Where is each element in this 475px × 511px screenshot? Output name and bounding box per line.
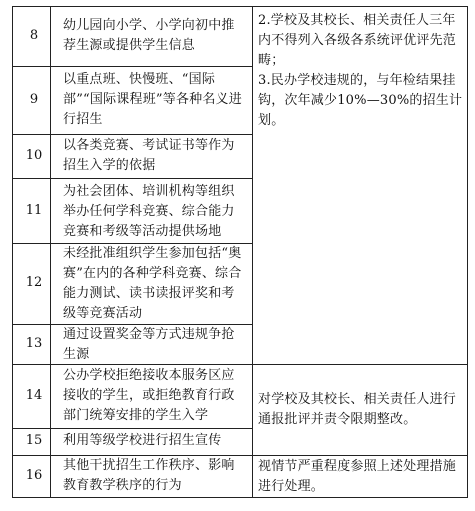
violation-text: 未经批准组织学生参加包括“奥赛”在内的各种学科竞赛、综合能力测试、读书读报评奖和考级等竞赛活动 xyxy=(63,246,242,321)
violation-text: 以重点班、快慢班、“国际部”“国际课程班”等各种名义进行招生 xyxy=(63,72,242,127)
row-number: 10 xyxy=(25,148,43,163)
penalty-text-group-c: 视情节严重程度参照上述处理措施进行处理。 xyxy=(258,459,457,494)
row-number: 9 xyxy=(29,92,39,107)
violation-text: 为社会团体、培训机构等组织举办任何学科竞赛、综合能力竞赛和考级等活动提供场地 xyxy=(63,184,235,239)
penalty-text-group-a xyxy=(258,11,468,131)
table-border-left xyxy=(12,6,13,497)
penalty-item: 3.民办学校违规的，与年检结果挂钩，次年减少10%—30%的招生计划。 xyxy=(258,73,463,128)
row-divider xyxy=(12,134,253,135)
row-number: 8 xyxy=(29,28,39,43)
table-border-top xyxy=(12,6,468,7)
violation-text: 幼儿园向小学、小学向初中推荐生源或提供学生信息 xyxy=(63,18,235,53)
violation-text: 以各类竞赛、考试证书等作为招生入学的依据 xyxy=(63,138,235,173)
row-number: 14 xyxy=(25,388,43,403)
violation-text: 公办学校拒绝接收本服务区应接收的学生，或拒绝教育行政部门统筹安排的学生入学 xyxy=(63,368,235,423)
column-divider-penalty xyxy=(252,6,253,497)
row-number: 16 xyxy=(25,468,43,483)
penalty-item: 2.学校及其校长、相关责任人三年内不得列入各级各系统评优评先范畴； xyxy=(258,13,457,68)
violation-text: 通过设置奖金等方式违规争抢生源 xyxy=(63,327,235,362)
row-number: 13 xyxy=(25,336,43,351)
penalty-text-group-b: 对学校及其校长、相关责任人进行通报批评并责令限期整改。 xyxy=(258,392,457,427)
violation-text: 其他干扰招生工作秩序、影响教育教学秩序的行为 xyxy=(63,458,235,493)
column-divider-number xyxy=(50,6,51,497)
table-border-bottom xyxy=(12,497,468,498)
row-number: 15 xyxy=(25,433,43,448)
row-divider xyxy=(12,178,253,179)
row-divider xyxy=(12,428,253,429)
row-divider xyxy=(12,66,253,67)
row-number: 12 xyxy=(25,275,43,290)
violation-text: 利用等级学校进行招生宣传 xyxy=(63,433,222,448)
row-number: 11 xyxy=(25,203,43,218)
